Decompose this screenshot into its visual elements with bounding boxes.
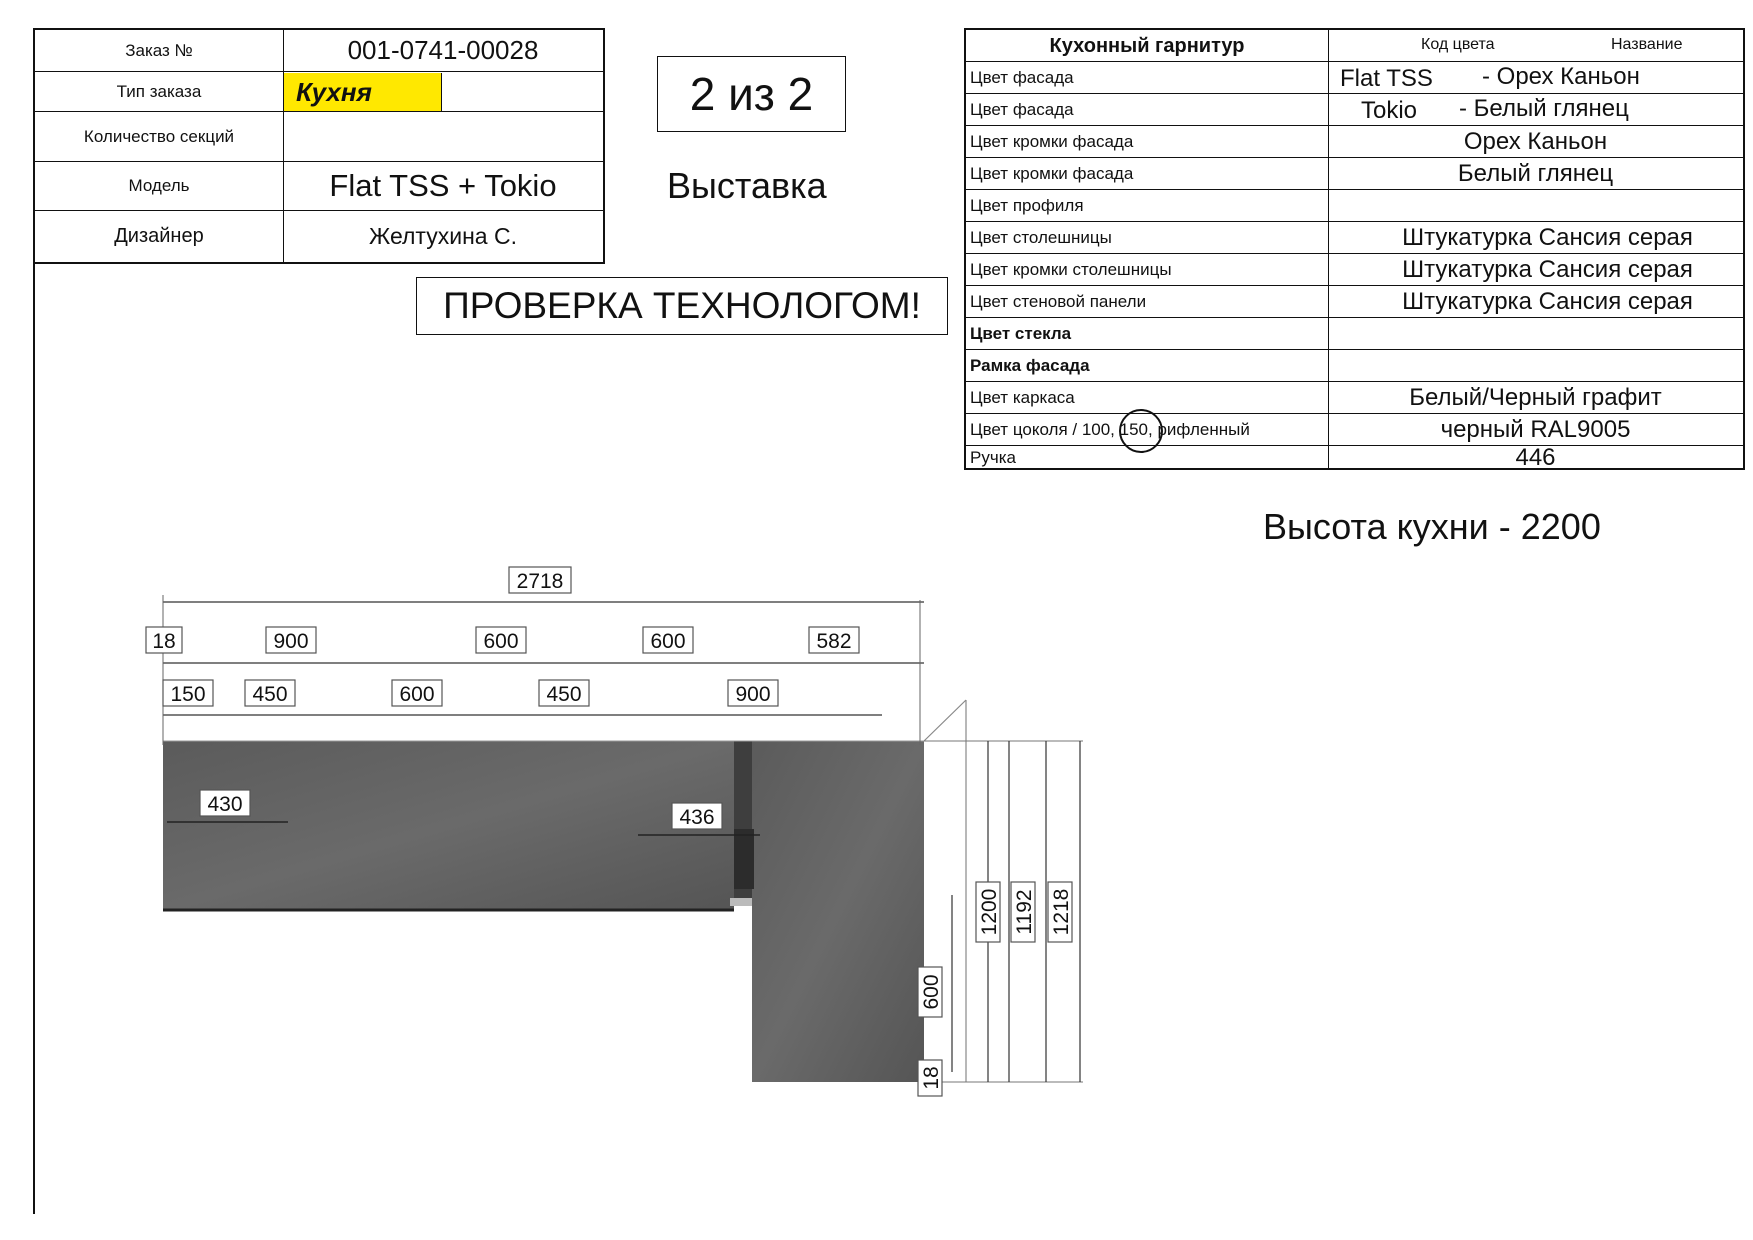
exhibition-label: Выставка — [667, 165, 827, 206]
svg-text:600: 600 — [483, 630, 519, 653]
dim-label-1218 — [1048, 882, 1073, 942]
row-value: - Орех Каньон — [1482, 63, 1640, 90]
svg-text:600: 600 — [650, 630, 686, 653]
row-value: Штукатурка Сансия серая — [1402, 255, 1693, 283]
svg-text:900: 900 — [273, 630, 309, 653]
svg-text:600: 600 — [399, 683, 435, 706]
svg-text:1218: 1218 — [1050, 888, 1073, 936]
row-value: 446 — [1515, 444, 1556, 471]
dim-label-18-top — [146, 627, 182, 653]
dim-label-600-vertical — [918, 967, 943, 1017]
model-value: Flat TSS + Tokio — [329, 168, 557, 203]
kitchen-height: Высота кухни - 2200 — [1263, 506, 1601, 547]
row-value: Штукатурка Сансия серая — [1402, 223, 1693, 251]
row-label: Цвет столешницы — [970, 227, 1112, 247]
edge-detail — [730, 898, 752, 906]
row-label: Цвет кромки фасада — [970, 163, 1134, 183]
countertop-left — [163, 741, 734, 910]
designer-value: Желтухина С. — [369, 223, 517, 249]
svg-text:450: 450 — [546, 683, 582, 706]
svg-text:900: 900 — [735, 683, 771, 706]
row-label: Рамка фасада — [970, 355, 1090, 375]
svg-text:1192: 1192 — [1013, 889, 1036, 935]
dim-label-900-b — [728, 680, 778, 706]
dim-label-2718 — [509, 567, 571, 593]
dim-label-450-b — [539, 680, 589, 706]
order-number-value: 001-0741-00028 — [347, 35, 539, 65]
page-counter: 2 из 2 — [657, 56, 846, 132]
svg-text:436: 436 — [679, 806, 715, 829]
row-value: Белый глянец — [1457, 159, 1614, 187]
dim-label-600-a — [476, 627, 526, 653]
order-type-badge: Кухня — [284, 73, 442, 111]
name-header: Название — [1611, 36, 1683, 53]
row-label: Цвет кромки фасада — [970, 131, 1134, 151]
color-code-header: Код цвета — [1421, 36, 1495, 53]
dim-label-1192 — [1011, 882, 1036, 942]
svg-text:150: 150 — [170, 683, 206, 706]
row-label: Цвет стекла — [970, 323, 1072, 343]
row-code: Flat TSS — [1340, 65, 1433, 92]
row-label: Цвет фасада — [970, 99, 1074, 119]
oven-niche — [734, 829, 754, 889]
dim-label-600-b — [643, 627, 693, 653]
svg-text:2718: 2718 — [516, 570, 564, 593]
dim-label-600-c — [392, 680, 442, 706]
dim-label-150 — [163, 680, 213, 706]
dim-label-450-a — [245, 680, 295, 706]
svg-text:600: 600 — [920, 974, 943, 1010]
designer-label: Дизайнер — [35, 211, 284, 262]
row-label: Цвет фасада — [970, 67, 1074, 87]
row-value: Штукатурка Сансия серая — [1402, 287, 1693, 315]
row-label: Ручка — [970, 448, 1016, 467]
sections-label: Количество секций — [35, 112, 284, 161]
row-value: Белый/Черный графит — [1409, 383, 1662, 411]
row-value: Орех Каньон — [1463, 127, 1608, 155]
dim-label-1200 — [976, 882, 1001, 942]
row-code: Tokio — [1361, 97, 1418, 124]
svg-text:450: 450 — [252, 683, 288, 706]
row-label: Цвет цоколя / 100, 150, рифленный — [970, 419, 1250, 439]
row-value: черный RAL9005 — [1440, 415, 1631, 443]
dim-label-582 — [809, 627, 859, 653]
dim-label-436 — [672, 803, 722, 829]
countertop-corner — [752, 741, 924, 1082]
materials-title: Кухонный гарнитур — [1049, 34, 1245, 57]
row-label: Цвет кромки столешницы — [970, 259, 1172, 279]
model-label: Модель — [35, 162, 284, 210]
svg-text:18: 18 — [152, 630, 176, 653]
svg-text:1200: 1200 — [978, 888, 1001, 936]
dim-label-430 — [200, 790, 250, 816]
wall-outline — [924, 700, 966, 741]
row-label: Цвет стеновой панели — [970, 291, 1147, 311]
row-value: - Белый глянец — [1459, 95, 1629, 122]
svg-text:582: 582 — [816, 630, 852, 653]
row-label: Цвет каркаса — [970, 387, 1075, 407]
order-type-label: Тип заказа — [35, 72, 284, 111]
dim-label-900-top — [266, 627, 316, 653]
dim-label-18-vertical — [918, 1060, 943, 1096]
row-label: Цвет профиля — [970, 195, 1084, 215]
svg-text:18: 18 — [920, 1066, 943, 1090]
order-number-label: Заказ № — [35, 30, 284, 71]
technologist-check-notice: ПРОВЕРКА ТЕХНОЛОГОМ! — [416, 277, 948, 335]
svg-text:430: 430 — [207, 793, 243, 816]
